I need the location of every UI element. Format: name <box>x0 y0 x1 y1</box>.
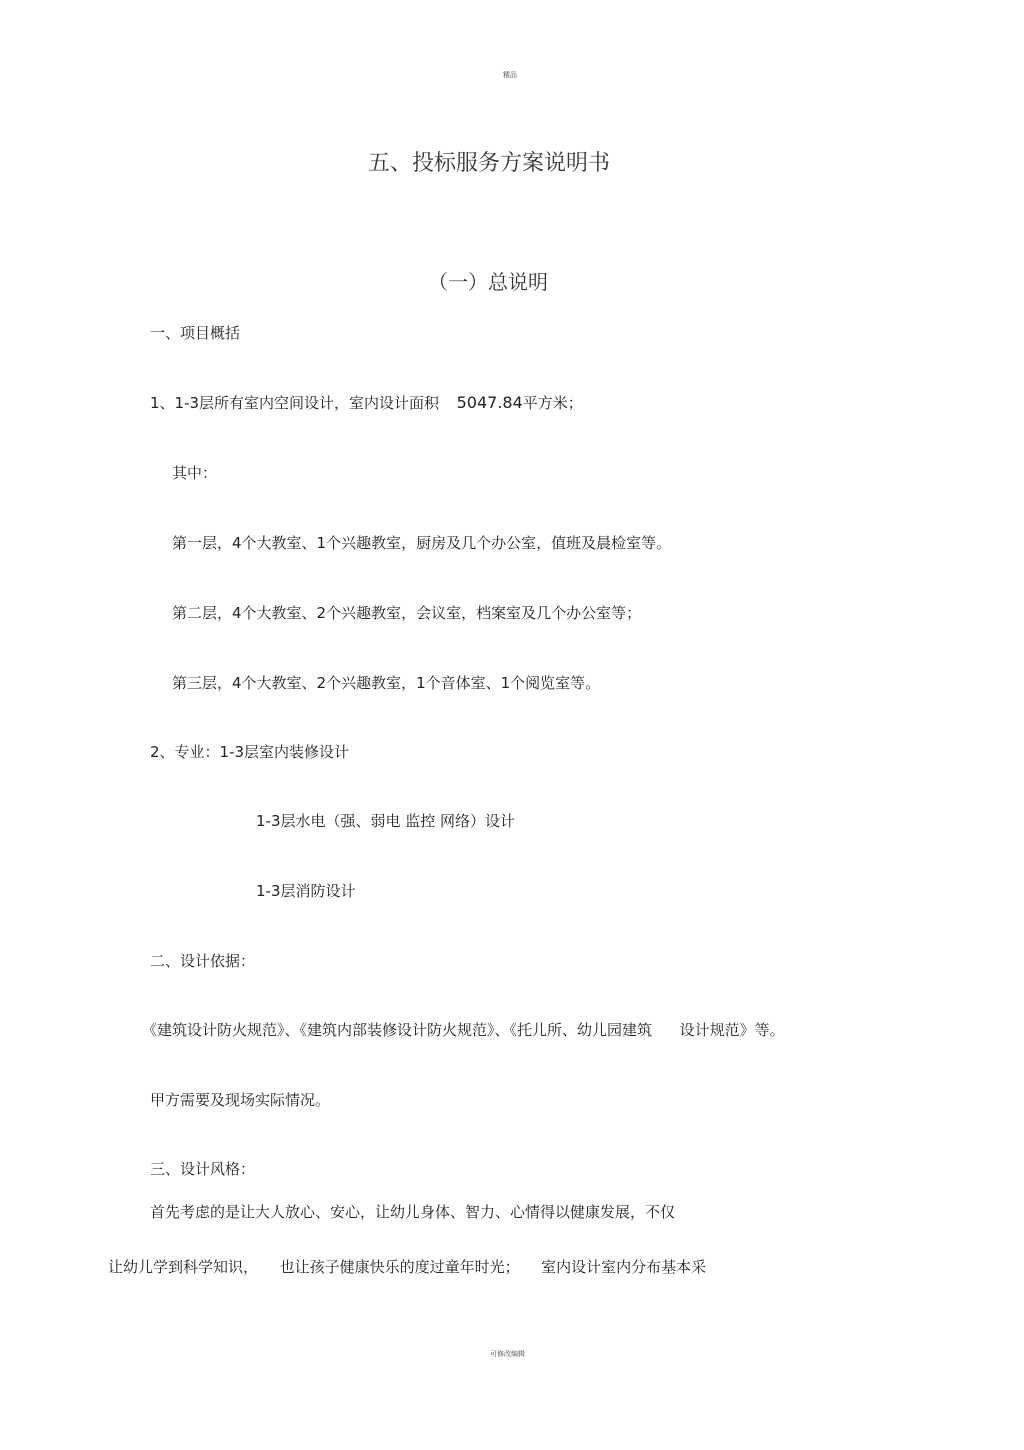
item1-line <box>150 392 583 413</box>
footer-note: 可修改编辑 <box>490 1350 525 1358</box>
section3-heading: 三、设计风格： <box>150 1160 256 1178</box>
basis-line <box>142 1019 785 1040</box>
among-label: 其中： <box>172 464 218 482</box>
floor1-line: 第一层，4个大教室、1个兴趣教室，厨房及几个办公室，值班及晨检室等。 <box>172 534 672 552</box>
document-title: 五、投标服务方案说明书 <box>368 151 611 176</box>
section-subtitle: （一）总说明 <box>428 270 548 294</box>
item2-line: 2、专业：1-3层室内装修设计 <box>150 743 350 761</box>
item1-area: 5047.84 <box>456 393 523 412</box>
style-para-line2-c: 室内设计室内分布基本采 <box>541 1258 707 1276</box>
item2-line3: 1-3层消防设计 <box>256 882 356 900</box>
item1-prefix: 1、1-3层所有室内空间设计，室内设计面积 <box>150 394 440 412</box>
basis-part1: 《建筑设计防火规范》、《建筑内部装修设计防火规范》、《托儿所、幼儿园建筑 <box>142 1021 653 1039</box>
floor2-line: 第二层，4个大教室、2个兴趣教室，会议室，档案室及几个办公室等； <box>172 604 642 622</box>
style-para-line2-a: 让幼儿学到科学知识， <box>108 1258 259 1276</box>
item2-line2: 1-3层水电（强、弱电 监控 网络）设计 <box>256 812 516 830</box>
section1-heading: 一、项目概括 <box>150 324 241 342</box>
style-para-line2 <box>108 1256 706 1277</box>
style-para-line2-b: 也让孩子健康快乐的度过童年时光； <box>279 1258 520 1276</box>
floor3-line: 第三层，4个大教室、2个兴趣教室，1个音体室、1个阅览室等。 <box>172 674 601 692</box>
style-para-line1: 首先考虑的是让大人放心、安心，让幼儿身体、智力、心情得以健康发展，不仅 <box>150 1203 676 1221</box>
basis-part2: 设计规范》等。 <box>679 1021 785 1039</box>
section2-heading: 二、设计依据： <box>150 952 256 970</box>
basis-line2: 甲方需要及现场实际情况。 <box>150 1091 331 1109</box>
header-note: 精品 <box>503 71 517 79</box>
item1-suffix: 平方米； <box>522 394 583 412</box>
